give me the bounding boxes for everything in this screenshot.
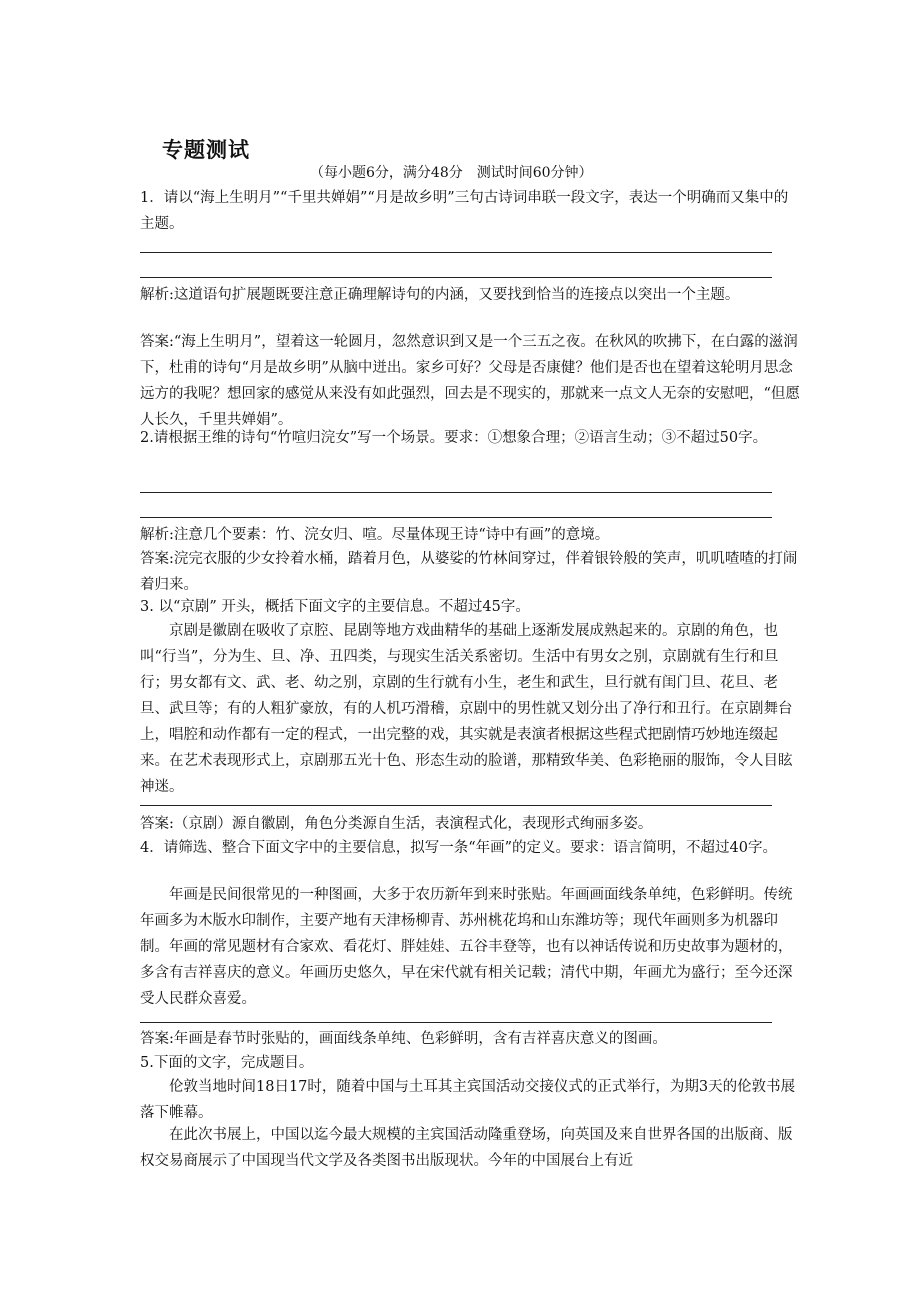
question-1-analysis: 解析:这道语句扩展题既要注意正确理解诗句的内涵，又要找到恰当的连接点以突出一个主题。 [140, 287, 740, 303]
question-2-answer: 答案:浣完衣服的少女拎着水桶，踏着月色，从婆娑的竹林间穿过，伴着银铃般的笑声，叽叽喳喳的打闹着归来。 [140, 551, 798, 593]
test-info-subtitle: （每小题6分，满分48分 测试时间60分钟） [310, 165, 593, 181]
question-5-paragraph-1: 伦敦当地时间18日17时，随着中国与土耳其主宾国活动交接仪式的正式举行，为期3天的伦敦书展落下帷幕。 [140, 1079, 796, 1121]
question-1-answer: 答案:“海上生明月”，望着这一轮圆月，忽然意识到又是一个三五之夜。在秋风的吹拂下，在白露的滋润下，杜甫的诗句“月是故乡明”从脑中迸出。家乡可好？父母是否康健？他们是否也在望着这轮明月思念远方的我呢？想回家的感觉从来没有如此强烈，回去是不现实的，那就来一点文人无奈的安慰吧，“但愿人长久，千里共婵娟”。 [140, 334, 800, 428]
question-4-passage: 年画是民间很常见的一种图画，大多于农历新年到来时张贴。年画画面线条单纯，色彩鲜明。传统年画多为木版水印制作，主要产地有天津杨柳青、苏州桃花坞和山东潍坊等；现代年画则多为机器印制。年画的常见题材有合家欢、看花灯、胖娃娃、五谷丰登等，也有以神话传说和历史故事为题材的，多含有吉祥喜庆的意义。年画历史悠久，早在宋代就有相关记载；清代中期，年画尤为盛行；至今还深受人民群众喜爱。 [140, 887, 793, 1007]
page-title: 专题测试 [162, 138, 250, 162]
answer-line [140, 1022, 772, 1023]
question-4-answer: 答案:年画是春节时张贴的，画面线条单纯、色彩鲜明，含有吉祥喜庆意义的图画。 [140, 1031, 667, 1047]
question-2-analysis: 解析:注意几个要素：竹、浣女归、喧。尽量体现王诗“诗中有画”的意境。 [140, 527, 610, 543]
answer-line [140, 252, 772, 253]
question-4-text: 4．请筛选、整合下面文字中的主要信息，拟写一条“年画”的定义。要求：语言简明，不超过40字。 [140, 840, 777, 856]
answer-line [140, 517, 772, 518]
question-2-text: 2.请根据王维的诗句“竹喧归浣女”写一个场景。要求：①想象合理；②语言生动；③不超过50字。 [140, 430, 768, 446]
answer-line [140, 805, 772, 806]
answer-line [140, 492, 772, 493]
question-5-text: 5.下面的文字，完成题目。 [140, 1055, 314, 1071]
question-3-text: 3. 以“京剧” 开头，概括下面文字的主要信息。不超过45字。 [140, 599, 530, 615]
question-1-text: 1．请以“海上生明月”“千里共婵娟”“月是故乡明”三句古诗词串联一段文字，表达一个明确而又集中的主题。 [140, 190, 789, 232]
question-3-answer: 答案:（京剧）源自徽剧，角色分类源自生活，表演程式化，表现形式绚丽多姿。 [140, 816, 653, 832]
question-3-passage: 京剧是徽剧在吸收了京腔、昆剧等地方戏曲精华的基础上逐渐发展成熟起来的。京剧的角色，也叫“行当”，分为生、旦、净、丑四类，与现实生活关系密切。生活中有男女之别，京剧就有生行和旦行；男女都有文、武、老、幼之别，京剧的生行就有小生，老生和武生，旦行就有闺门旦、花旦、老旦、武旦等；有的人粗犷豪放，有的人机巧滑稽，京剧中的男性就又划分出了净行和丑行。在京剧舞台上，唱腔和动作都有一定的程式，一出完整的戏，其实就是表演者根据这些程式把剧情巧妙地连缀起来。在艺术表现形式上，京剧那五光十色、形态生动的脸谱，那精致华美、色彩艳丽的服饰，令人目眩神迷。 [140, 623, 793, 795]
answer-line [140, 277, 772, 278]
question-5-paragraph-2: 在此次书展上，中国以迄今最大规模的主宾国活动隆重登场，向英国及来自世界各国的出版商、版权交易商展示了中国现当代文学及各类图书出版现状。今年的中国展台上有近 [140, 1127, 793, 1169]
